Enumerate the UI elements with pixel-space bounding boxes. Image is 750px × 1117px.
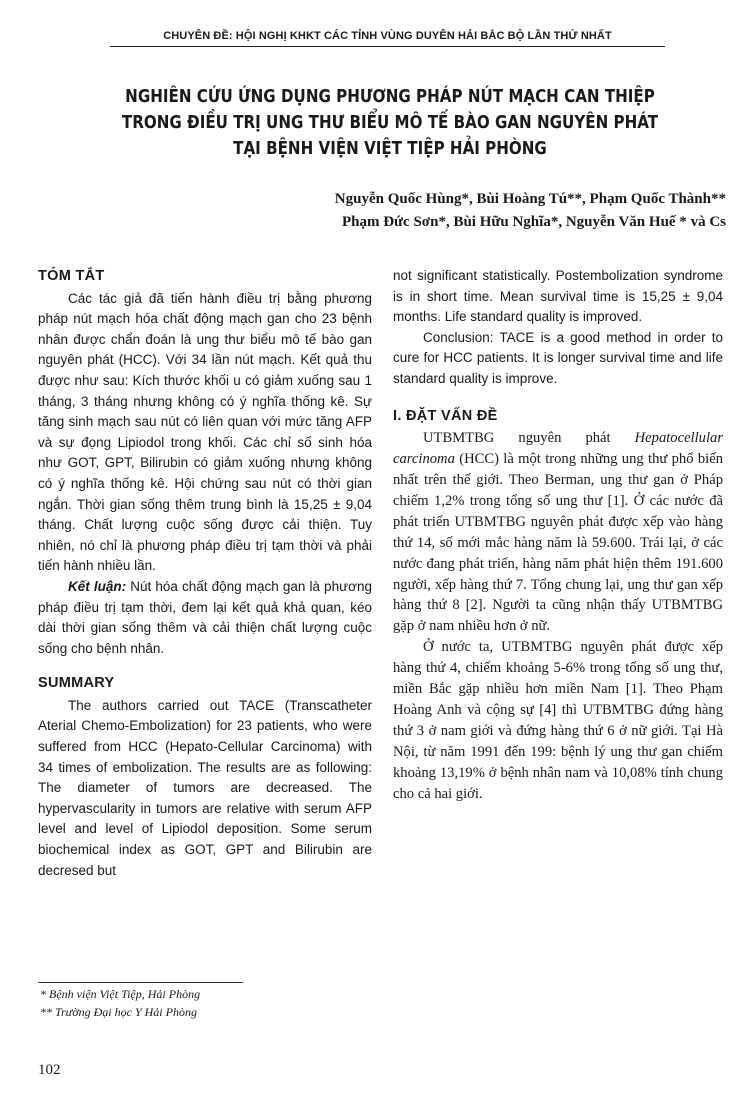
running-title: CHUYÊN ĐỀ: HỘI NGHỊ KHKT CÁC TỈNH VÙNG DUYÊN HẢI BẮC BỘ LẦN THỨ NHẤT <box>163 30 612 42</box>
introduction-paragraph-1 <box>393 428 723 637</box>
paper-title <box>113 84 667 162</box>
abstract-conclusion <box>38 577 372 659</box>
abstract-paragraph: Các tác giả đã tiến hành điều trị bằng phương pháp nút mạch hóa chất động mạch gan cho 23 bệnh nhân được chẩn đoán là ung thư biểu mô tế bào gan nguyên phát (HCC). Với 34 lần nút mạch. Kết quả thu được như sau: Kích thước khối u có giảm xuống sau 1 tháng, 3 tháng nhưng không có ý nghĩa thống kê. Sự tăng sinh mạch sau nút có liên quan với mức tăng AFP và sự đọng Lipiodol trong khối. Các chỉ số sinh hóa như GOT, GPT, Bilirubin có giảm xuống nhưng không có ý nghĩa thống kê. Hội chứng sau nút có thời gian ngắn. Thời gian sống thêm trung bình là 15,25 ± 9,04 tháng. Chất lượng cuộc sống được cải thiện. Tuy nhiên, nó chỉ là phương pháp điều trị tạm thời và phải tiến hành nhiều lần. <box>38 290 372 574</box>
summary-paragraph-continued: not significant statistically. Postembolization syndrome is in short time. Mean survival time is 15,25 ± 9,04 months. Life standard quality is improved. <box>393 268 723 325</box>
page-number: 102 <box>38 1062 61 1078</box>
introduction-body <box>393 428 723 804</box>
abstract-heading: TÓM TẮT <box>38 268 105 284</box>
left-column <box>38 266 372 881</box>
introduction-paragraph-2: Ở nước ta, UTBMTBG nguyên phát được xếp hàng thứ 4, chiếm khoảng 5-6% trong tổng số ung thư, miền Bắc gặp nhiều hơn miền Nam [1]. Theo Phạm Hoàng Anh và cộng sự [4] thì UTBMTBG đứng hàng thứ 3 ở nam giới và đứng hàng thứ 6 ở nữ giới. Tại Hà Nội, từ năm 1991 đến 199: bệnh lý ung thư gan chiếm khoảng 13,19% ở bệnh nhân nam và 10,08% tính chung cho cả hai giới. <box>393 639 723 802</box>
footnote-1: * Bệnh viện Việt Tiệp, Hải Phòng <box>40 987 201 1001</box>
right-column <box>393 266 723 804</box>
author-list <box>166 188 726 234</box>
running-header <box>110 30 665 47</box>
title-line-1: NGHIÊN CỨU ỨNG DỤNG PHƯƠNG PHÁP NÚT MẠCH CAN THIỆP <box>125 86 655 107</box>
title-line-3: TẠI BỆNH VIỆN VIỆT TIỆP HẢI PHÒNG <box>233 138 547 159</box>
authors-line-1: Nguyễn Quốc Hùng*, Bùi Hoàng Tú**, Phạm Quốc Thành** <box>334 191 726 207</box>
conclusion-label: Kết luận: <box>68 578 127 594</box>
authors-line-2: Phạm Đức Sơn*, Bùi Hữu Nghĩa*, Nguyễn Văn Huế * và Cs <box>341 214 726 230</box>
summary-paragraph: The authors carried out TACE (Transcatheter Aterial Chemo-Embolization) for 23 patients, who were suffered from HCC (Hepato-Cellular Carcinoma) with 34 times of embolization. The results are as following: The diameter of tumors are decreased. The hypervascularity in tumors are relative with serum AFP level and level of Lipiodol deposition. Some serum biochemical index as GOT, GPT and Bilirubin are decresed but <box>38 697 372 878</box>
intro-text-a: UTBMTBG nguyên phát <box>423 430 635 447</box>
summary-heading: SUMMARY <box>38 675 115 692</box>
footnote-divider <box>38 982 243 983</box>
intro-text-b: (HCC) là một trong những ung thư phổ biến nhất trên thế giới. Theo Berman, ung thư gan ở Pháp chiếm 1,2% trong tổng số ung thư [1]. Ở các nước đã phát triển UTBMTBG nguyên phát được xếp vào hàng thứ 14, số mới mắc hàng năm là 59.600. Trái lại, ở các nước đang phát triển, hàng năm phát hiện thêm 191.600 người, xếp hàng thứ 7. Tổng chung lại, ung thư gan xếp hàng thứ 8 [2]. Người ta cũng nhận thấy UTBMTBG gặp ở nam nhiều hơn ở nữ. <box>393 451 723 635</box>
footnote-2: ** Trường Đại học Y Hải Phòng <box>40 1005 197 1019</box>
summary-conclusion: Conclusion: TACE is a good method in order to cure for HCC patients. It is longer survival time and life standard quality is improve. <box>393 329 723 386</box>
introduction-heading: I. ĐẶT VẤN ĐỀ <box>393 407 498 424</box>
conclusion-text: Nút hóa chất động mạch gan là phương pháp điều trị tạm thời, đem lại kết quả khả quan, kéo dài thời gian sống thêm và cải thiện chất lượng cuộc sống cho bệnh nhân. <box>38 578 372 656</box>
intro-italic-term: Hepatocellular carcinoma <box>393 430 723 468</box>
title-line-2: TRONG ĐIỀU TRỊ UNG THƯ BIỂU MÔ TẾ BÀO GAN NGUYÊN PHÁT <box>121 112 659 133</box>
footnotes <box>40 985 370 1021</box>
